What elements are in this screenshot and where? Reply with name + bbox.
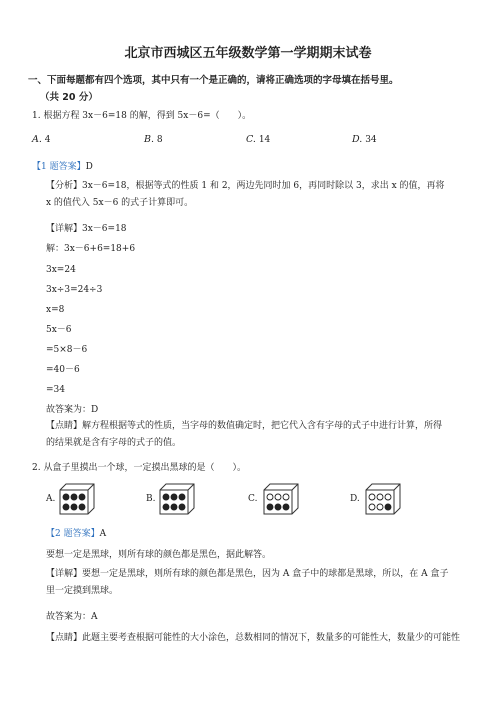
q2-option-b-letter: B. (146, 494, 156, 504)
ball-black (171, 504, 177, 510)
q1-answer-tag: 【1 题答案】 (32, 162, 86, 172)
ball-black (63, 504, 69, 510)
q1-option-a-letter: A. (32, 134, 42, 145)
ball-white (377, 494, 383, 500)
q1-option-a-value: 4 (44, 135, 51, 145)
q2-die-a (56, 482, 96, 516)
q2-die-b (156, 482, 196, 516)
ball-black (63, 494, 69, 500)
q2-detail: 【详解】要想一定是黑球，则所有球的颜色都是黑色，因为 A 盒子中的球都是黑球，所以，在 A 盒子里一定摸到黑球。 (46, 569, 449, 596)
page-title: 北京市西城区五年级数学第一学期期末试卷 (124, 46, 372, 61)
ball-white (267, 494, 273, 500)
ball-white (385, 494, 391, 500)
ball-white (369, 494, 375, 500)
q1-comment: 【点睛】解方程根据等式的性质，当字母的数值确定时，把它代入含有字母的式子中进行计算，所得的结果就是含有字母的式子的值。 (46, 421, 443, 448)
q2-die-d (362, 482, 402, 516)
ball-black (267, 504, 273, 510)
q2-analysis: 要想一定是黑球，则所有球的颜色都是黑色，据此解答。 (46, 550, 272, 560)
q1-detail-title: 【详解】3x－6=18 (46, 224, 127, 234)
q1-step: x=8 (46, 305, 65, 315)
q1-option-c-letter: C. (246, 134, 256, 145)
ball-black (171, 494, 177, 500)
q2-option-c-letter: C. (248, 494, 258, 504)
ball-black (283, 504, 289, 510)
q2-option-a-letter: A. (46, 494, 56, 504)
q2-comment: 【点睛】此题主要考查根据可能性的大小涂色，总数相同的情况下，数量多的可能性大，数量少的可能性 (46, 633, 461, 643)
q1-step: 5x－6 (46, 325, 72, 335)
q2-stem: 2. 从盒子里摸出一个球，一定摸出黑球的是（ ）。 (32, 463, 246, 473)
ball-white (283, 494, 289, 500)
q1-option-b-letter: B. (144, 134, 155, 145)
ball-white (275, 494, 281, 500)
ball-black (163, 494, 169, 500)
ball-black (179, 504, 185, 510)
q1-answer-letter: D (85, 162, 93, 172)
section-points: （共 20 分） (40, 92, 98, 103)
section-heading: 一、下面每题都有四个选项，其中只有一个是正确的，请将正确选项的字母填在括号里。 (28, 75, 399, 86)
ball-black (79, 504, 85, 510)
q2-answer (46, 528, 106, 540)
q1-step: =40－6 (46, 365, 80, 375)
q1-option-c-value: 14 (258, 135, 271, 145)
q1-analysis: 【分析】3x－6=18，根据等式的性质 1 和 2，两边先同时加 6，再同时除以 3，求出 x 的值，再将 x 的值代入 5x－6 的式子计算即可。 (46, 181, 445, 208)
q2-die-c (260, 482, 300, 516)
q2-answer-tag: 【2 题答案】 (46, 529, 100, 539)
ball-white (369, 504, 375, 510)
q2-answer-letter: A (99, 529, 107, 539)
q1-option-c (246, 134, 270, 145)
ball-black (275, 504, 281, 510)
ball-black (79, 494, 85, 500)
ball-white (377, 504, 383, 510)
ball-black (71, 494, 77, 500)
q1-option-b-value: 8 (156, 135, 163, 145)
q1-step: =34 (46, 385, 65, 395)
q1-stem: 1. 根据方程 3x－6=18 的解，得到 5x－6=（ ）。 (32, 111, 252, 121)
q1-answer (32, 161, 93, 173)
q2-final-answer: 故答案为：A (46, 612, 98, 622)
q1-step: 解：3x－6+6=18+6 (46, 244, 136, 254)
ball-black (71, 504, 77, 510)
q1-option-b (144, 134, 163, 145)
q2-option-d-letter: D. (350, 494, 360, 504)
q1-step: 3x=24 (46, 265, 76, 275)
ball-black (179, 494, 185, 500)
q1-option-d-letter: D. (352, 134, 363, 145)
q1-option-d-value: 34 (365, 135, 377, 145)
ball-black (385, 504, 391, 510)
ball-black (163, 504, 169, 510)
q1-final-answer: 故答案为：D (46, 405, 99, 415)
q1-option-a (32, 134, 51, 145)
q1-option-d (352, 134, 377, 145)
q1-step: =5×8－6 (46, 345, 88, 355)
q1-step: 3x÷3=24÷3 (46, 285, 103, 295)
